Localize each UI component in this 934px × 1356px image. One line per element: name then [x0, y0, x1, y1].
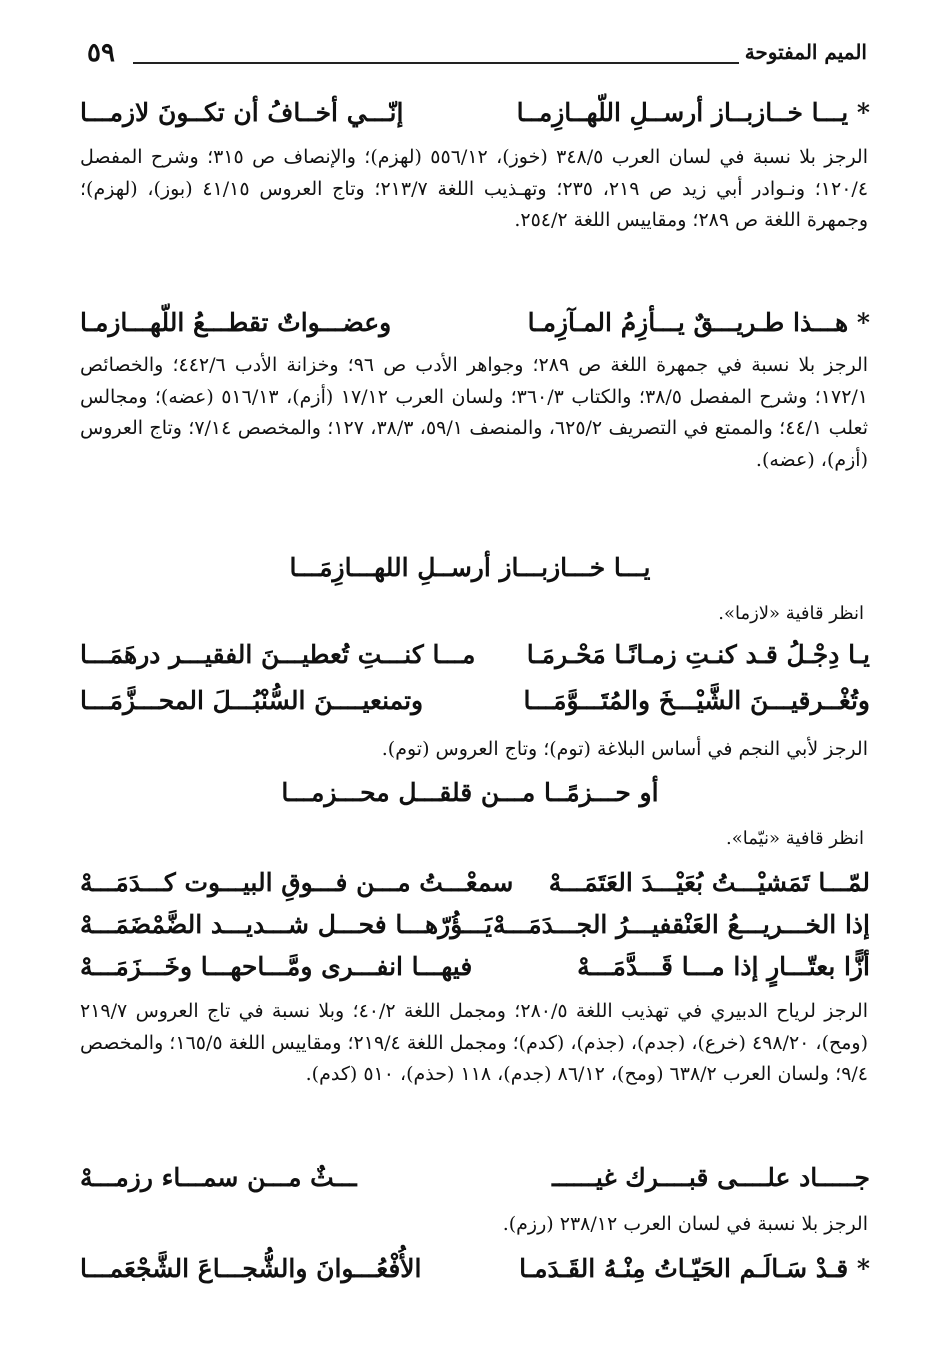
verse-hemistich-second: إنّـــي أخــافُ أن تكــونَ لازمـــا: [80, 98, 404, 127]
verse-line: [70, 553, 870, 593]
verse-single-line: يـــا خـــازبـــاز أرســلِ اللهـــازِمَـــا: [289, 553, 651, 582]
header-rule: [133, 62, 739, 64]
verse-hemistich-first: * هـــذا طـريـــقٌ يـــأزِمُ المـآزِمـا: [527, 308, 870, 337]
verse-hemistich-first: جـــــاد علــــى قبــــرك غيــــــ: [551, 1163, 870, 1192]
running-title: الميم المفتوحة: [744, 40, 867, 64]
verse-hemistich-second: ـــثٌ مـــن سمـــاء رزمـــهْ: [80, 1163, 357, 1192]
cross-reference-note: انظر قافية «لازما».: [718, 603, 864, 624]
verse-hemistich-second: يَـــؤُرّهـــا فحـــل شـــديـــد الضَّمْضَمَـــهْ: [80, 910, 493, 939]
source-citation: الرجز لرياح الدبيري في تهذيب اللغة ٢٨٠/٥؛ ومجمل اللغة ٤٠/٢؛ وبلا نسبة في تاج العروس ٢١٩/٧ (ومح)، ٤٩٨/٢٠ (خرع)، (جدم)، (جذم)، (كدم)؛ ومجمل اللغة ٢١٩/٤؛ ومقاييس اللغة ١٦٥/٥؛ والمخصص ٩/٤؛ ولسان العرب ٦٣٨/٢ (ومح)، ٨٦/١٢ (جدم)، ١١٨ (حذم)، ٥١٠ (كدم).: [80, 1000, 869, 1086]
verse-hemistich-first: أزًّا بعتّـــارٍ إذا مـــا قَـــدَّمَـــهْ: [577, 952, 870, 981]
verse-line: [70, 1254, 870, 1294]
running-header: [85, 38, 867, 74]
verse-line: [70, 1163, 870, 1203]
source-citation: الرجز لأبي النجم في أساس البلاغة (توم)؛ وتاج العروس (توم).: [381, 738, 868, 760]
verse-hemistich-first: لمّـــا تَمَشيْـــتُ بُعَيْـــدَ العَتَمَـــهْ: [548, 868, 870, 897]
verse-hemistich-second: وتمنعيــــنَ السُّنْبُـــلَ المحـــزَّمَـــا: [80, 686, 424, 715]
verse-single-line: أو حـــزمًــا مـــن قلقـــل محـــزمـــا: [281, 778, 659, 807]
verse-line: [70, 686, 870, 726]
verse-line: [70, 778, 870, 818]
verse-hemistich-second: مـــا كنـــتِ تُعطيـــنَ الفقيـــر درهَمَـــا: [80, 640, 476, 669]
verse-hemistich-second: الأُفْعُـــوانَ والشُّجـــاعَ الشَّجْعَمـــا: [80, 1254, 422, 1283]
page-number: ٥٩: [87, 38, 115, 68]
source-citation: الرجز بلا نسبة في لسان العرب ٣٤٨/٥ (خوز)، ٥٥٦/١٢ (لهزم)؛ والإنصاف ص ٣١٥؛ وشرح المفصل ١٢٠/٤؛ ونـوادر أبي زيد ص ٢١٩، ٢٣٥؛ وتهـذيب اللغة ٢١٣/٧؛ وتاج العروس ٤١/١٥ (بوز)، (لهزم)؛ وجمهرة اللغة ص ٢٨٩؛ ومقاييس اللغة ٢٥٤/٢.: [80, 146, 869, 232]
verse-hemistich-first: * قـدْ سَـالَـم الحَيّـاتُ مِنْـهُ القَـدَمـا: [519, 1254, 870, 1283]
verse-hemistich-second: وعضـــواتٌ تقطـــعُ اللّهـــازمـا: [80, 308, 392, 337]
verse-line: [70, 98, 870, 138]
verse-hemistich-first: إذا الخـــريـــعُ العَنْقفيـــرُ الجـــدَمَـــهْ: [492, 910, 870, 939]
source-citation: الرجز بلا نسبة في لسان العرب ٢٣٨/١٢ (رزم).: [502, 1213, 868, 1235]
verse-hemistich-first: يـا دِجْـلُ قـد كنـتِ زمـانًـا مَحْـرمَـا: [526, 640, 870, 669]
verse-hemistich-first: * يـــا خــازبــاز أرســلِ اللّهــازِمــا: [516, 98, 870, 127]
verse-line: [70, 868, 870, 908]
verse-line: [70, 910, 870, 950]
verse-hemistich-second: سمعْـــتُ مـــن فـــوقِ البيـــوت كـــدَمَـــهْ: [80, 868, 514, 897]
verse-line: [70, 952, 870, 992]
verse-line: [70, 308, 870, 348]
verse-hemistich-second: فيهـــا انفـــرى ومَّـــاحهـــا وخَـــزَمَـــهْ: [80, 952, 473, 981]
cross-reference-note: انظر قافية «نيّما».: [725, 828, 864, 849]
verse-hemistich-first: وتُغْــرقيـــنَ الشَّيْـــخَ والمُتَـــوَّمَـــا: [523, 686, 870, 715]
source-citation: الرجز بلا نسبة في جمهرة اللغة ص ٢٨٩؛ وجواهر الأدب ص ٩٦؛ وخزانة الأدب ٤٤٢/٦؛ والخصائص ١٧٢/١؛ وشرح المفصل ٣٨/٥؛ والكتاب ٣٦٠/٣؛ ولسان العرب ١٧/١٢ (أزم)، ٥١٦/١٣ (عضه)؛ ومجالس ثعلب ٤٤/١؛ والممتع في التصريف ٦٢٥/٢، والمنصف ٥٩/١، ٣٨/٣، ١٢٧؛ والمخصص ٧/١٤؛ وتاج العروس (أزم)، (عضه).: [80, 354, 869, 472]
verse-line: [70, 640, 870, 680]
